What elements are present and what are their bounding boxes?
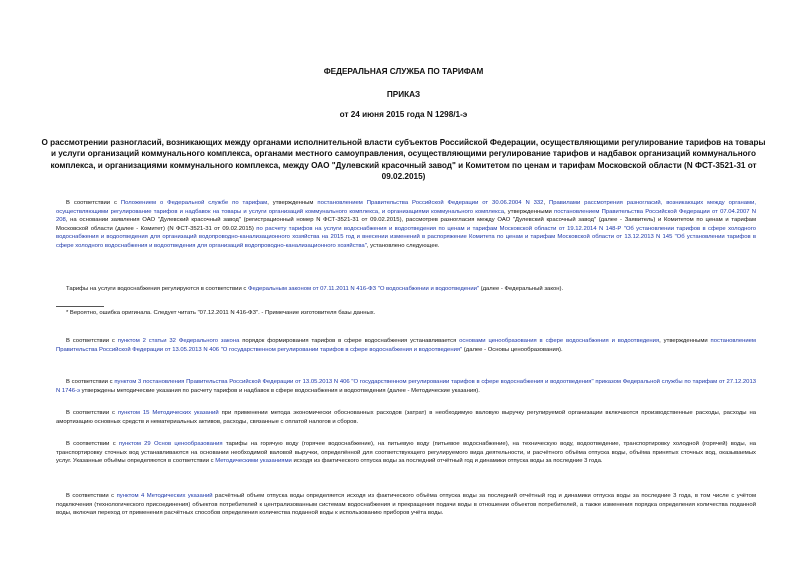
link-decree-406-item-3[interactable]: пунктом 3 постановления Правительства Российской Федерации от 13.05.2013 N 406 "О государственном регулировании тарифов в сфере водоснабжения и водоотведения" [114, 379, 594, 385]
link-pricing-basics[interactable]: основами ценообразования в сфере водоснабжения и водоотведения [459, 338, 660, 344]
link-decree-332[interactable]: постановлением Правительства Российской Федерации от 30.06.2004 N 332 [317, 200, 544, 206]
link-tariff-calculation[interactable]: по расчету тарифов на услуги водоснабжения и водоотведения [256, 225, 437, 232]
link-law-title[interactable]: "О водоснабжении и водоотведении" [377, 286, 479, 292]
link-dispute-rules[interactable]: Правилами рассмотрения разногласий, возникающих между органами, осуществляющими регулирование тарифов и надбавок на товары и услуги организаций коммунального комплекса, и организациями коммунального комплекса [56, 200, 756, 215]
paragraph-methodology: В соответствии с пунктом 3 постановления Правительства Российской Федерации от 13.05.2013 N 406 "О государственном регулировании тарифов в сфере водоснабжения и водоотведения" приказом Федеральной службы по тарифам от 27.12.2013 N 1746-э утверждены методические указания по расчету тарифов и надбавок в сфере водоснабжения и водоотведения (далее - Методические указания). [56, 379, 756, 394]
link-order-148r[interactable]: по ценам и тарифам Московской области от 19.12.2014 N 148-Р "Об установлении тарифов в сфере холодного водоснабжения и водоотведения для организаций водопроводно-канализационного хозяйства на 2015 год и внесении изменений в распоряжение Комитета по ценам и тарифам Московской области от 13.12.2013 N 145 "Об установлении тарифов в сфере холодного водоснабжения и водоотведения для организаций водопроводно-канализационного хозяйства" [56, 225, 757, 249]
link-methodology-item-4[interactable]: пунктом 4 Методических указаний [116, 493, 213, 499]
link-order-1746[interactable]: приказом Федеральной службы по тарифам от 27.12.2013 N 1746-э [56, 379, 756, 394]
footnote-divider [56, 306, 104, 307]
paragraph-cost-method: В соответствии с пунктом 15 Методических указаний при применении метода экономически обоснованных расходов (затрат) в необходимую валовую выручку регулируемой организации включаются производственные расходы, расходы на амортизацию основных средств и нематериальных активов, расходы, связанные с оплатой налогов и сборов. [56, 410, 757, 425]
link-decree-406[interactable]: постановлением Правительства Российской Федерации от 13.05.2013 N 406 "О государственном регулировании тарифов в сфере водоснабжения и водоотведения" [56, 338, 756, 353]
link-methodology-item-15[interactable]: пунктом 15 Методических указаний [117, 410, 219, 416]
paragraph-volume-calc: В соответствии с пунктом 4 Методических указаний расчётный объем отпуска воды определяется исходя из фактического объёма отпуска воды за последний отчётный год и динамики отпуска воды за последние 3 года, в том числе с учётом подключения (технологического присоединения) объектов потребителей к централизованным системам водоснабжения и прекращения подачи воды в отношении объектов потребителей, а также изменения порядка определения количества поданной воды, включая переход от применения расчётных способов определения количества поданной воды к использованию приборов учёта воды. [56, 493, 757, 517]
document-date-number: от 24 июня 2015 года N 1298/1-э [339, 110, 468, 119]
paragraph-tariff-setting: В соответствии с пунктом 29 Основ ценообразования тарифы на горячую воду (горячее водоснабжение), на питьевую воду (питьевое водоснабжение), на техническую воду, водоотведение, транспортировку холодной (горячей) воды, на транспортировку сточных вод устанавливаются на основании необходимой валовой выручки, определённой для соответствующего регулируемого вида деятельности, и расчётного объёма отпуска воды, объёма принятых сточных вод, оказываемых услуг. Указанные объёмы определяются в соответствии с Методическими указаниями исходя из фактического отпуска воды за последний отчётный год и динамики отпуска воды за последние 3 года. [56, 441, 757, 465]
agency-title: ФЕДЕРАЛЬНАЯ СЛУЖБА ПО ТАРИФАМ [323, 67, 484, 76]
document-type: ПРИКАЗ [386, 90, 421, 99]
paragraph-pricing-basics: В соответствии с пунктом 2 статьи 32 Федерального закона порядок формирования тарифов в сфере водоснабжения устанавливается основами ценообразования в сфере водоснабжения и водоотведения, утвержденными постановлением Правительства Российской Федерации от 13.05.2013 N 406 "О государственном регулировании тарифов в сфере водоснабжения и водоотведения" (далее - Основы ценообразования). [56, 338, 756, 353]
document-subject: О рассмотрении разногласий, возникающих между органами исполнительной власти субъектов Российской Федерации, осуществляющими регулирование тарифов на товары и услуги организаций коммунального комплекса, органами местного самоуправления, осуществляющими регулирование тарифов и надбавок организаций коммунального комплекса, и организациями коммунального комплекса, между ОАО "Дулевский красочный завод" и Комитетом по ценам и тарифам Московской области (N ФСТ-3521-31 от 09.02.2015) [41, 138, 766, 182]
link-methodology[interactable]: Методическими указаниями [215, 458, 292, 465]
link-federal-law-416[interactable]: Федеральным законом от 07.11.2011 N 416-ФЗ [247, 286, 377, 292]
link-fst-regulation[interactable]: Положением о Федеральной службе по тарифам [120, 200, 268, 206]
paragraph-basis: В соответствии с Положением о Федеральной службе по тарифам, утвержденным постановлением Правительства Российской Федерации от 30.06.2004 N 332, Правилами рассмотрения разногласий, возникающих между органами, осуществляющими регулирование тарифов и надбавок на товары и услуги организаций коммунального комплекса, и организациями коммунального комплекса, утвержденными постановлением Правительства Российской Федерации от 07.04.2007 N 208, на основании заявления ОАО "Дулевский красочный завод" (регистрационный номер N ФСТ-3521-31 от 09.02.2015), рассмотрев разногласия между ОАО "Дулевский красочный завод" (далее - Заявитель) и Комитетом по ценам и тарифам Московской области (далее - Комитет) (N ФСТ-3521-31 от 09.02.2015) по расчету тарифов на услуги водоснабжения и водоотведения по ценам и тарифам Московской области от 19.12.2014 N 148-Р "Об установлении тарифов в сфере холодного водоснабжения и водоотведения для организаций водопроводно-канализационного хозяйства на 2015 год и внесении изменений в распоряжение Комитета по ценам и тарифам Московской области от 13.12.2013 N 145 "Об установлении тарифов в сфере холодного водоснабжения и водоотведения для организаций водопроводно-канализационного хозяйства", установлено следующее. [56, 200, 757, 249]
link-law-article-32[interactable]: пунктом 2 статьи 32 Федерального закона [117, 338, 240, 344]
paragraph-law: Тарифы на услуги водоснабжения регулируются в соответствии с Федеральным законом от 07.11.2011 N 416-ФЗ "О водоснабжении и водоотведении" (далее - Федеральный закон). [66, 286, 564, 292]
footnote: * Вероятно, ошибка оригинала. Следует читать "07.12.2011 N 416-ФЗ". - Примечание изготовителя базы данных. [66, 310, 376, 316]
link-basics-item-29[interactable]: пунктом 29 Основ ценообразования [118, 441, 223, 447]
link-decree-208[interactable]: постановлением Правительства Российской Федерации от 07.04.2007 N 208 [56, 208, 756, 224]
